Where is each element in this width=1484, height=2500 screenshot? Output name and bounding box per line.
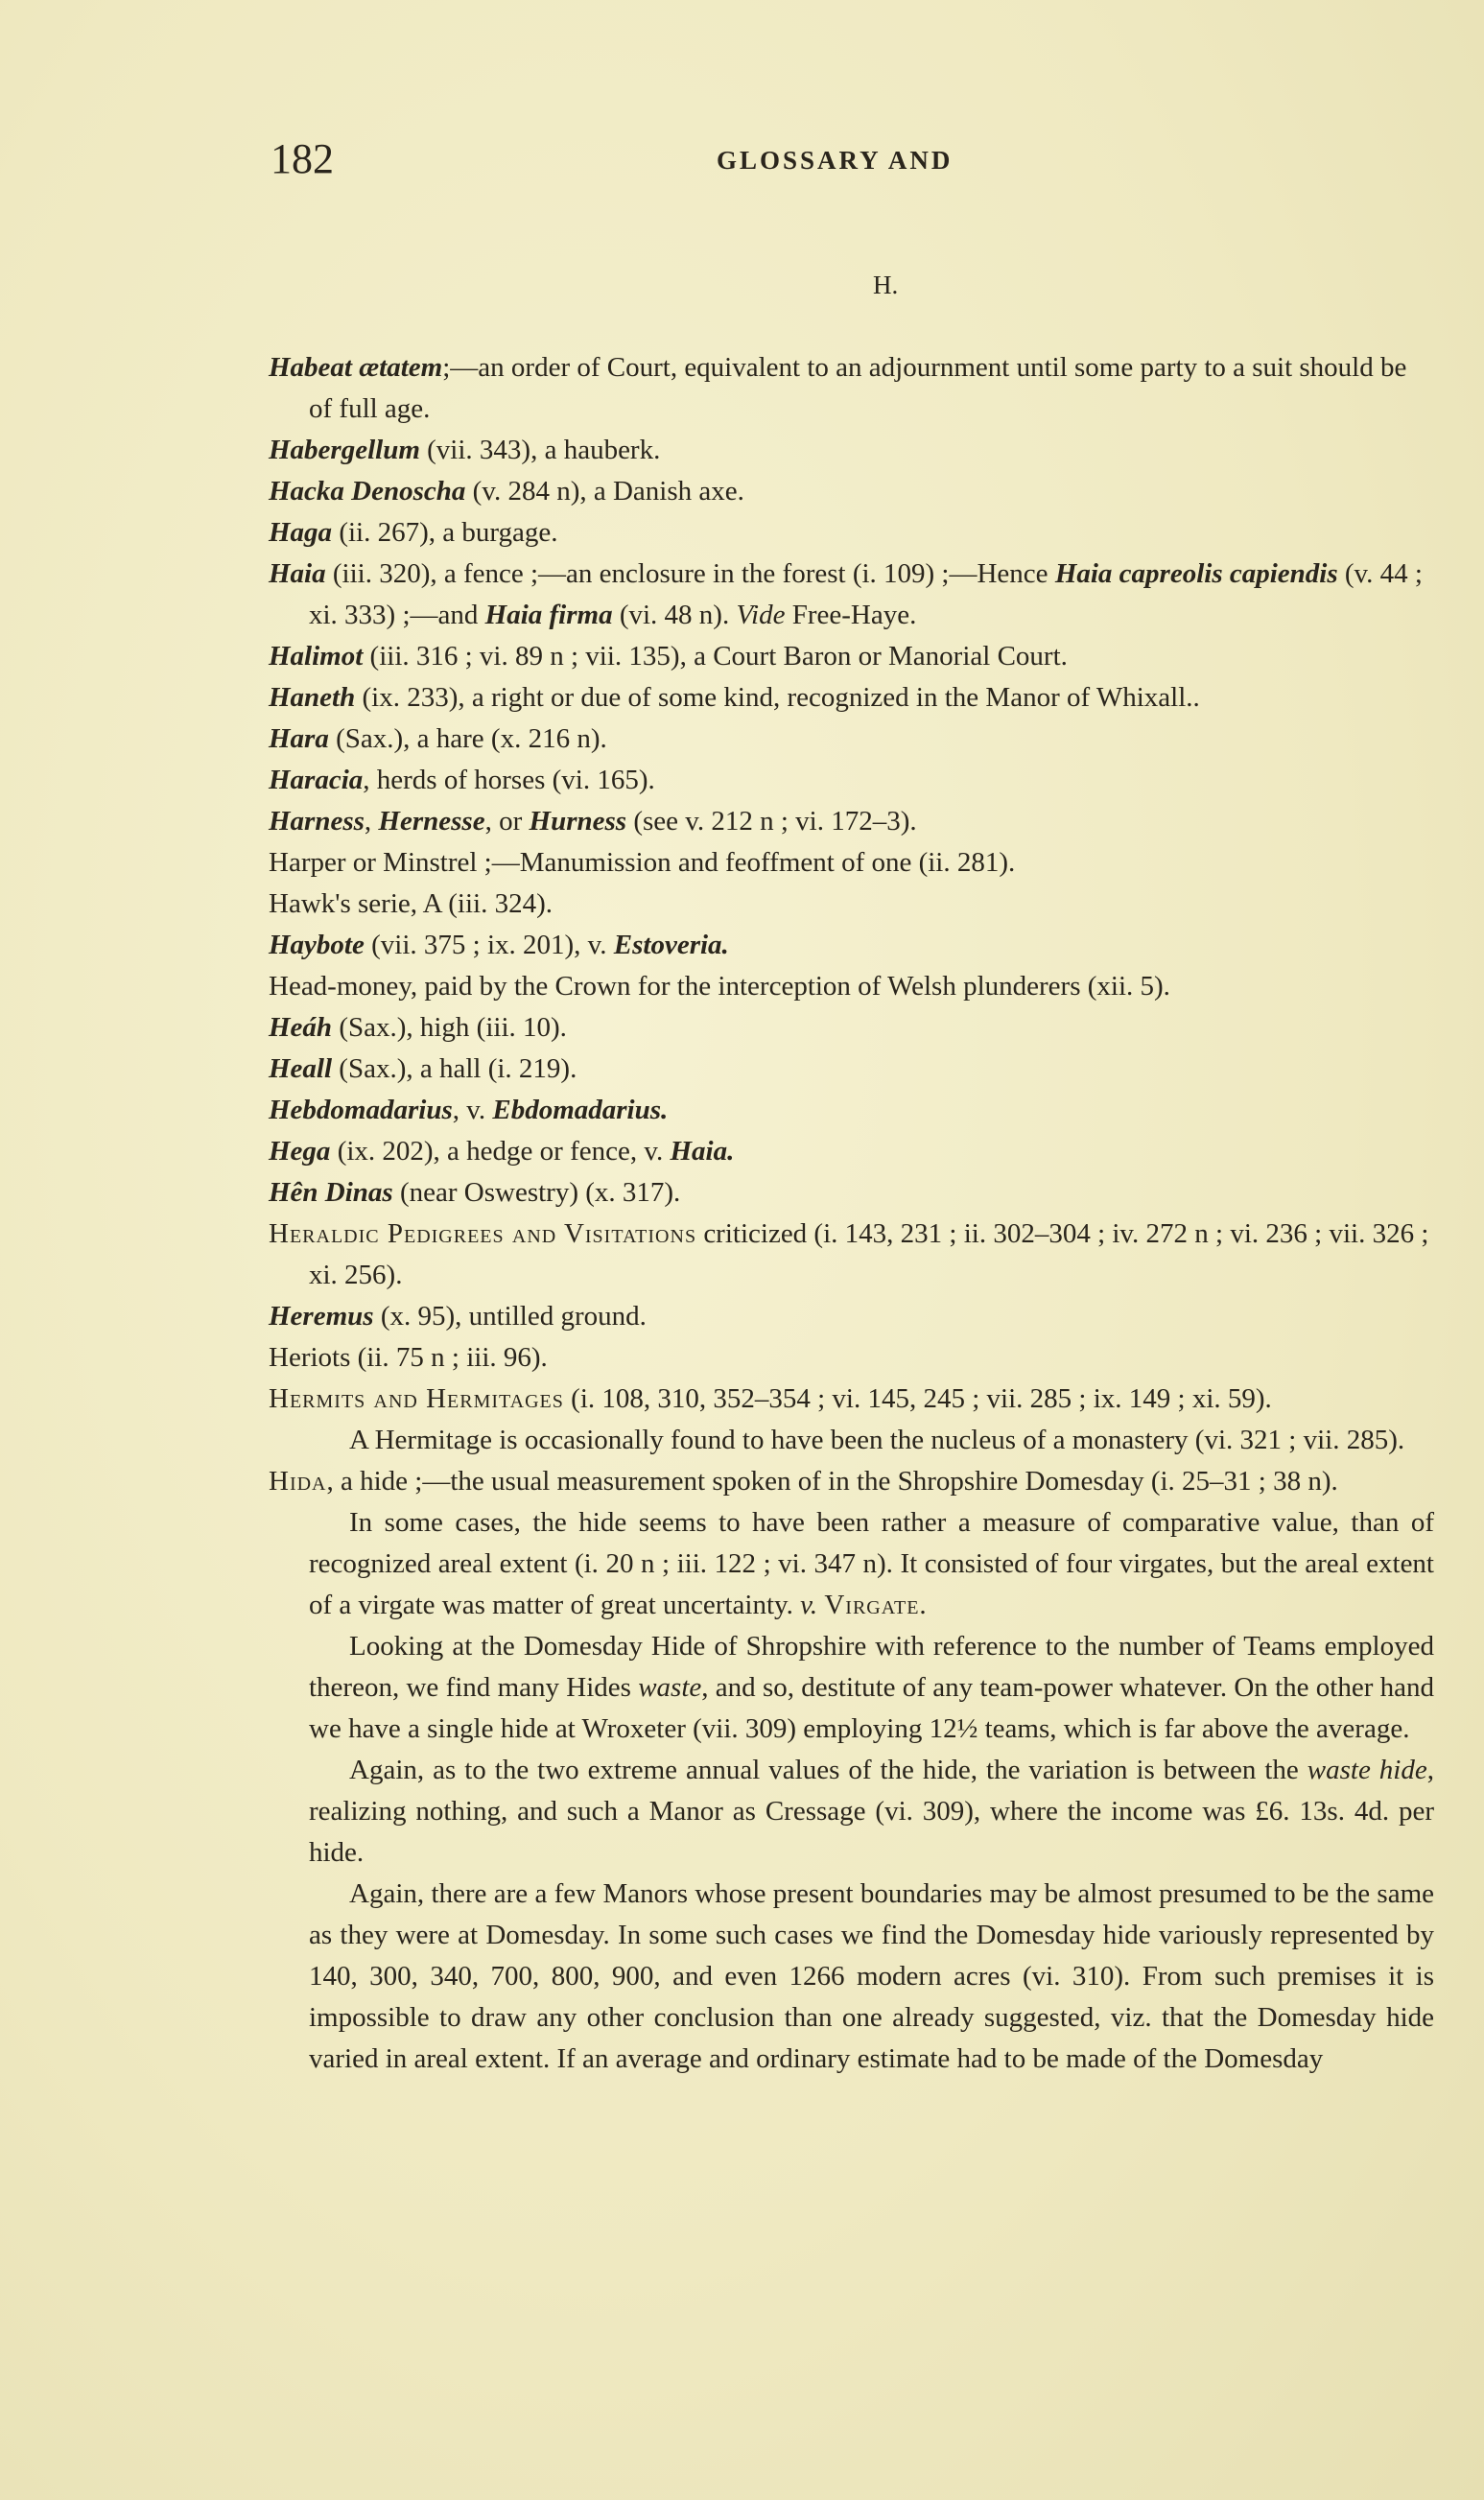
entry: Harness, Hernesse, or Hurness (see v. 212 n ; vi. 172–3). bbox=[269, 806, 917, 837]
entry: Hermits and Hermitages (i. 108, 310, 352–354 ; vi. 145, 245 ; vii. 285 ; ix. 149 ; xi. 59). bbox=[269, 1383, 1272, 1414]
entry: Halimot (iii. 316 ; vi. 89 n ; vii. 135), a Court Baron or Manorial Court. bbox=[269, 641, 1068, 672]
entry: Haga (ii. 267), a burgage. bbox=[269, 517, 558, 548]
glossary-entries bbox=[269, 347, 1434, 2080]
paragraph: Looking at the Domesday Hide of Shropshire with reference to the number of Teams employed thereon, we find many Hides waste, and so, destitute of any team-power whatever. On the other hand we have a single hide at Wroxeter (vii. 309) employing 12½ teams, which is far above the average. bbox=[309, 1631, 1435, 1744]
entry: Heall (Sax.), a hall (i. 219). bbox=[269, 1053, 577, 1084]
entry: Heriots (ii. 75 n ; iii. 96). bbox=[269, 1342, 548, 1373]
paragraph: A Hermitage is occasionally found to have been the nucleus of a monastery (vi. 321 ; vii. 285). bbox=[349, 1425, 1405, 1455]
entry: Haybote (vii. 375 ; ix. 201), v. Estoveria. bbox=[269, 930, 729, 960]
paragraph: Again, as to the two extreme annual values of the hide, the variation is between the waste hide, realizing nothing, and such a Manor as Cressage (vi. 309), where the income was £6. 13s. 4d. per hide. bbox=[309, 1755, 1434, 1868]
entry: Hacka Denoscha (v. 284 n), a Danish axe. bbox=[269, 476, 744, 507]
page-number: 182 bbox=[271, 135, 334, 182]
entry: Heremus (x. 95), untilled ground. bbox=[269, 1301, 647, 1332]
entry: Heáh (Sax.), high (iii. 10). bbox=[269, 1012, 567, 1043]
entry: Haneth (ix. 233), a right or due of some kind, recognized in the Manor of Whixall.. bbox=[269, 682, 1200, 713]
entry: Hara (Sax.), a hare (x. 216 n). bbox=[269, 723, 607, 754]
running-title: GLOSSARY AND bbox=[717, 146, 954, 175]
entry: Habeat ætatem;—an order of Court, equivalent to an adjournment until some party to a suit should be of full age. bbox=[269, 352, 1407, 424]
paragraph: Again, there are a few Manors whose present boundaries may be almost presumed to be the same as they were at Domesday. In some such cases we find the Domesday hide variously represented by 140, 300, 340, 700, 800, 900, and even 1266 modern acres (vi. 310). From such premises it is impossible to draw any other conclusion than one already suggested, viz. that the Domesday hide varied in areal extent. If an average and ordinary estimate had to be made of the Domesday bbox=[309, 1878, 1434, 2074]
entry: Hega (ix. 202), a hedge or fence, v. Haia. bbox=[269, 1136, 735, 1167]
entry: Haracia, herds of horses (vi. 165). bbox=[269, 765, 655, 795]
entry: Hebdomadarius, v. Ebdomadarius. bbox=[269, 1095, 669, 1125]
entry: Hawk's serie, A (iii. 324). bbox=[269, 888, 553, 919]
entry: Harper or Minstrel ;—Manumission and feoffment of one (ii. 281). bbox=[269, 847, 1016, 878]
entry: Heraldic Pedigrees and Visitations criticized (i. 143, 231 ; ii. 302–304 ; iv. 272 n ; vi. 236 ; vii. 326 ; xi. 256). bbox=[269, 1218, 1429, 1290]
entry: Head-money, paid by the Crown for the interception of Welsh plunderers (xii. 5). bbox=[269, 971, 1170, 1002]
section-heading: H. bbox=[873, 271, 899, 299]
entry: Habergellum (vii. 343), a hauberk. bbox=[269, 435, 661, 465]
paragraph: In some cases, the hide seems to have been rather a measure of comparative value, than of recognized areal extent (i. 20 n ; iii. 122 ; vi. 347 n). It consisted of four virgates, but the areal extent of a virgate was matter of great uncertainty. v. Virgate. bbox=[309, 1507, 1434, 1620]
entry: Hên Dinas (near Oswestry) (x. 317). bbox=[269, 1177, 681, 1208]
entry: Hida, a hide ;—the usual measurement spoken of in the Shropshire Domesday (i. 25–31 ; 38 n). bbox=[269, 1466, 1338, 1497]
entry: Haia (iii. 320), a fence ;—an enclosure in the forest (i. 109) ;—Hence Haia capreolis capiendis (v. 44 ; xi. 333) ;—and Haia firma (vi. 48 n). Vide Free-Haye. bbox=[269, 558, 1423, 630]
page-header bbox=[271, 134, 1431, 192]
